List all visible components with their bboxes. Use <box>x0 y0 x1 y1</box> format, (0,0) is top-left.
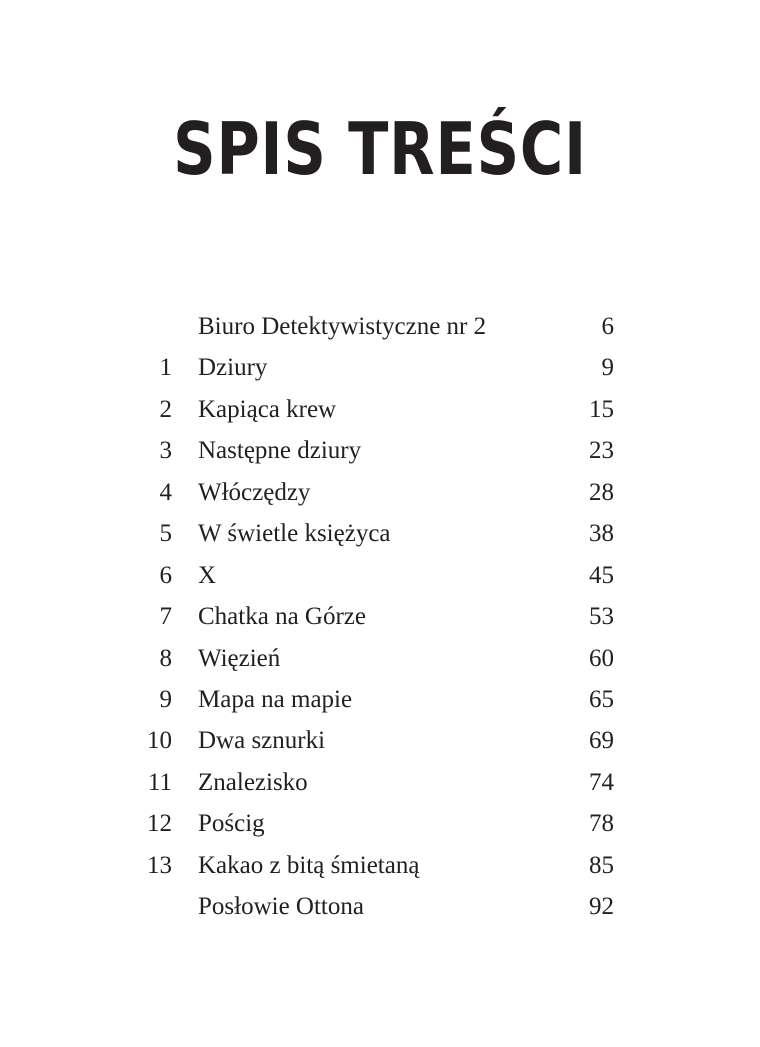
chapter-number: 2 <box>159 395 172 423</box>
toc-entry <box>0 513 760 554</box>
toc-entry <box>0 306 760 347</box>
chapter-number: 6 <box>159 561 172 589</box>
chapter-number: 10 <box>147 727 172 755</box>
page-number: 45 <box>589 561 614 589</box>
chapter-title: Posłowie Ottona <box>198 893 364 921</box>
chapter-title: Chatka na Górze <box>198 603 366 631</box>
chapter-title: Następne dziury <box>198 437 362 465</box>
page-number: 85 <box>589 851 614 879</box>
toc-entry <box>0 389 760 430</box>
chapter-title: W świetle księżyca <box>198 520 391 548</box>
chapter-title: Włóczędzy <box>198 478 311 506</box>
chapter-title: Kakao z bitą śmietaną <box>198 851 420 879</box>
chapter-number: 7 <box>159 603 172 631</box>
toc-entry <box>0 555 760 596</box>
toc-entry <box>0 638 760 679</box>
page-number: 92 <box>589 893 614 921</box>
chapter-number: 13 <box>147 851 172 879</box>
chapter-number: 3 <box>159 437 172 465</box>
page-number: 69 <box>589 727 614 755</box>
toc-entry <box>0 472 760 513</box>
page-number: 78 <box>589 810 614 838</box>
toc-entry <box>0 347 760 388</box>
page-number: 60 <box>589 644 614 672</box>
page-number: 6 <box>601 313 614 340</box>
chapter-title: Znalezisko <box>198 768 308 796</box>
page-number: 38 <box>589 520 614 548</box>
toc-entry <box>0 596 760 637</box>
chapter-number: 4 <box>159 478 172 506</box>
chapter-number: 8 <box>159 644 172 672</box>
table-of-contents <box>0 306 760 928</box>
page-number: 65 <box>589 685 614 713</box>
chapter-number: 1 <box>159 354 172 382</box>
chapter-title: Biuro Detektywistyczne nr 2 <box>198 313 487 340</box>
toc-entry <box>0 679 760 720</box>
page-number: 28 <box>589 478 614 506</box>
page-number: 53 <box>589 603 614 631</box>
toc-entry <box>0 430 760 471</box>
page-number: 23 <box>589 437 614 465</box>
chapter-title: Więzień <box>198 644 281 672</box>
chapter-title: Dziury <box>198 354 268 382</box>
page-title: SPIS TREŚCI <box>173 107 587 191</box>
chapter-title: Mapa na mapie <box>198 685 353 713</box>
toc-entry <box>0 886 760 927</box>
chapter-number: 9 <box>159 685 172 713</box>
chapter-number: 12 <box>147 810 172 838</box>
chapter-number: 11 <box>147 768 172 796</box>
page-number: 15 <box>589 395 614 423</box>
page-number: 74 <box>589 768 614 796</box>
toc-entry <box>0 803 760 844</box>
chapter-number: 5 <box>159 520 172 548</box>
page-number: 9 <box>601 354 614 382</box>
chapter-title: Pościg <box>198 810 265 838</box>
chapter-title: Dwa sznurki <box>198 727 326 755</box>
toc-entry <box>0 720 760 761</box>
chapter-title: X <box>198 561 217 589</box>
toc-entry <box>0 762 760 803</box>
chapter-title: Kapiąca krew <box>198 395 337 423</box>
toc-entry <box>0 845 760 886</box>
